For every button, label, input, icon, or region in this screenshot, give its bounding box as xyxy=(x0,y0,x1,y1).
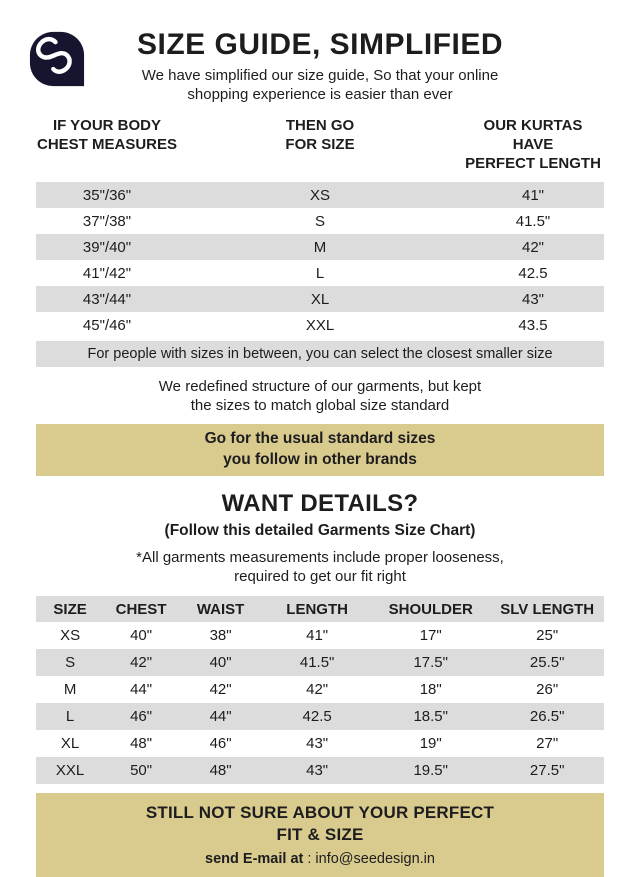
table-row xyxy=(36,757,604,784)
email-label: send E-mail at xyxy=(205,850,304,867)
want-details-heading: WANT DETAILS? xyxy=(221,490,419,518)
table-cell: 18" xyxy=(419,681,442,699)
table-row xyxy=(36,703,604,730)
table-cell: 41" xyxy=(306,627,329,645)
table-cell: 48" xyxy=(209,762,232,780)
detail-table-header-row xyxy=(36,596,604,622)
looseness-note-line-1: *All garments measurements include proper looseness, xyxy=(136,549,504,567)
table-cell: 44" xyxy=(130,681,153,699)
table-cell: M xyxy=(313,238,327,256)
table-cell: 42" xyxy=(130,654,153,672)
table-cell: 45"/46" xyxy=(82,316,132,334)
table-row xyxy=(36,234,604,260)
table-cell: 42" xyxy=(521,238,544,256)
table-cell: S xyxy=(314,212,325,230)
table-cell: 25" xyxy=(536,627,559,645)
table-cell: L xyxy=(315,264,325,282)
subtitle-line-1: We have simplified our size guide, So that your online xyxy=(141,67,499,84)
table-cell: 42" xyxy=(306,681,329,699)
table-cell: 41.5" xyxy=(515,212,551,230)
table-cell: 43"/44" xyxy=(82,290,132,308)
table-cell: 19" xyxy=(419,735,442,753)
table-cell: XL xyxy=(60,735,80,753)
standard-sizes-banner xyxy=(36,424,604,476)
column-header-chest: CHEST xyxy=(115,600,167,618)
header-line: OUR KURTAS HAVE xyxy=(483,117,583,154)
column-header-kurta-length xyxy=(462,116,604,182)
table-cell: 39"/40" xyxy=(82,238,132,256)
table-row xyxy=(36,260,604,286)
table-cell: 46" xyxy=(130,708,153,726)
contact-email-line xyxy=(36,851,604,867)
table-cell: 17" xyxy=(419,627,442,645)
table-row xyxy=(36,286,604,312)
table-cell: 43" xyxy=(521,290,544,308)
table-cell: 41"/42" xyxy=(82,264,132,282)
header-line: THEN GO xyxy=(285,117,355,135)
table-cell: 43" xyxy=(306,735,329,753)
banner-line-2: you follow in other brands xyxy=(223,451,417,469)
looseness-note-line-2: required to get our fit right xyxy=(234,568,406,586)
table-cell: 42" xyxy=(209,681,232,699)
table-cell: 35"/36" xyxy=(82,186,132,204)
table-row xyxy=(36,649,604,676)
detailed-size-chart xyxy=(36,596,604,784)
page-title: SIZE GUIDE, SIMPLIFIED xyxy=(136,28,504,61)
redefined-line-1: We redefined structure of our garments, but kept xyxy=(158,378,482,396)
table-cell: S xyxy=(65,654,76,672)
table-row xyxy=(36,182,604,208)
column-header-go-for-size xyxy=(178,116,462,182)
simple-table-header-row xyxy=(36,116,604,182)
table-cell: 26.5" xyxy=(529,708,565,726)
column-header-shoulder: SHOULDER xyxy=(388,600,473,618)
table-cell: 17.5" xyxy=(413,654,448,672)
column-header-chest-measures xyxy=(36,116,178,182)
table-cell: 27" xyxy=(536,735,559,753)
table-cell: XXL xyxy=(305,316,335,334)
table-cell: XL xyxy=(310,290,330,308)
logo-icon xyxy=(28,30,86,88)
redefined-line-2: the sizes to match global size standard xyxy=(190,397,450,415)
table-cell: 41.5" xyxy=(299,654,335,672)
email-address: : info@seedesign.in xyxy=(307,850,435,867)
table-cell: 18.5" xyxy=(413,708,448,726)
page-subtitle xyxy=(0,66,640,104)
table-cell: 19.5" xyxy=(413,762,448,780)
table-cell: 48" xyxy=(130,735,153,753)
table-row xyxy=(36,312,604,338)
header xyxy=(0,28,640,104)
table-cell: 37"/38" xyxy=(82,212,132,230)
table-cell: L xyxy=(65,708,75,726)
table-row xyxy=(36,676,604,703)
table-cell: 25.5" xyxy=(529,654,565,672)
table-cell: XS xyxy=(309,186,330,204)
contact-banner-line-2: FIT & SIZE xyxy=(276,825,364,845)
table-row xyxy=(36,622,604,649)
details-subheading: (Follow this detailed Garments Size Chart) xyxy=(164,522,476,540)
seedesign-logo xyxy=(28,30,86,88)
header-line: PERFECT LENGTH xyxy=(465,155,601,173)
table-cell: 40" xyxy=(209,654,232,672)
table-cell: 42.5 xyxy=(518,264,548,282)
header-line: IF YOUR BODY xyxy=(52,117,162,135)
column-header-size: SIZE xyxy=(53,600,87,618)
header-line: CHEST MEASURES xyxy=(36,136,178,154)
table-cell: 46" xyxy=(209,735,232,753)
table-cell: 43.5 xyxy=(518,316,548,334)
banner-line-1: Go for the usual standard sizes xyxy=(204,430,436,448)
simple-size-table xyxy=(36,116,604,338)
contact-banner-line-1: STILL NOT SURE ABOUT YOUR PERFECT xyxy=(145,803,495,823)
table-cell: XXL xyxy=(55,762,85,780)
header-line: FOR SIZE xyxy=(285,136,355,154)
table-cell: 44" xyxy=(209,708,232,726)
subtitle-line-2: shopping experience is easier than ever xyxy=(187,86,453,104)
in-between-sizes-note: For people with sizes in between, you can select the closest smaller size xyxy=(36,341,604,367)
table-cell: M xyxy=(63,681,77,699)
column-header-waist: WAIST xyxy=(196,600,245,618)
table-cell: 38" xyxy=(209,627,232,645)
column-header-length: LENGTH xyxy=(286,600,348,618)
table-row xyxy=(36,730,604,757)
column-header-slv-length: SLV LENGTH xyxy=(500,600,595,618)
table-cell: 43" xyxy=(306,762,329,780)
table-cell: 50" xyxy=(130,762,153,780)
table-cell: 26" xyxy=(536,681,559,699)
table-cell: 41" xyxy=(521,186,544,204)
contact-banner xyxy=(36,793,604,877)
table-row xyxy=(36,208,604,234)
table-cell: XS xyxy=(60,627,81,645)
table-cell: 40" xyxy=(130,627,153,645)
table-cell: 27.5" xyxy=(529,762,565,780)
looseness-note xyxy=(0,548,640,586)
table-cell: 42.5 xyxy=(302,708,332,726)
redefined-structure-text xyxy=(0,377,640,415)
